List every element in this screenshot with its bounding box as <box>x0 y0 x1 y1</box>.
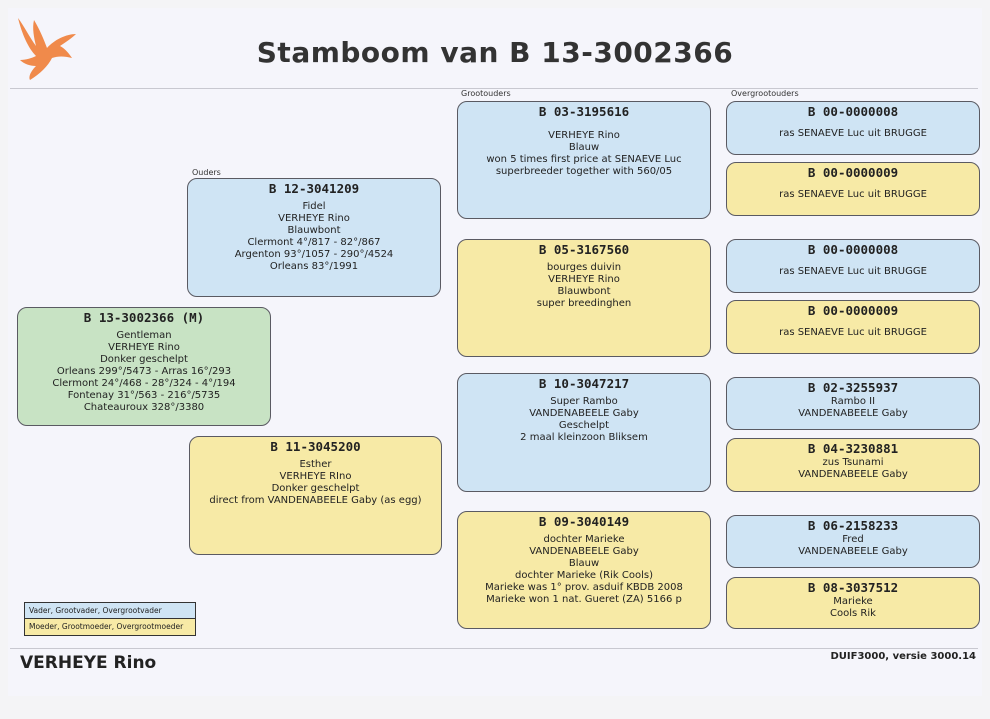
software-version: DUIF3000, versie 3000.14 <box>830 651 976 662</box>
ring-number: B 10-3047217 <box>538 376 630 391</box>
parents-column-label: Ouders <box>192 168 221 177</box>
info-line: super breedinghen <box>536 298 632 309</box>
legend-male: Vader, Grootvader, Overgrootvader <box>24 602 196 619</box>
great-grandparent-card[interactable] <box>726 300 980 354</box>
result-line: Fontenay 31°/563 - 216°/5735 <box>67 390 221 401</box>
great-grandparent-card[interactable] <box>726 577 980 629</box>
owner-name: VANDENABEELE Gaby <box>529 408 639 419</box>
great-grandparents-column-label: Overgrootouders <box>731 89 799 98</box>
great-grandparent-card[interactable] <box>726 438 980 492</box>
pigeon-color: Blauwbont <box>287 225 341 236</box>
info-line: dochter Marieke (Rik Cools) <box>515 570 653 581</box>
pigeon-color: Donker geschelpt <box>100 354 188 365</box>
result-line: Clermont 4°/817 - 82°/867 <box>247 237 381 248</box>
great-grandparent-card[interactable] <box>726 101 980 155</box>
info-line: won 5 times first price at SENAEVE Luc <box>486 154 682 165</box>
owner-name: VANDENABEELE Gaby <box>529 546 639 557</box>
pigeon-name: dochter Marieke <box>543 534 625 545</box>
info-line: 2 maal kleinzoon Bliksem <box>520 432 648 443</box>
pigeon-color: Blauw <box>568 142 600 153</box>
page-title: Stamboom van B 13-3002366 <box>256 36 734 69</box>
ring-number: B 13-3002366 (M) <box>83 310 205 325</box>
ring-number: B 05-3167560 <box>538 242 630 257</box>
maternal-grandmother-card[interactable] <box>457 511 711 629</box>
color-legend <box>24 602 196 636</box>
great-grandparent-card[interactable] <box>726 377 980 430</box>
mother-card[interactable] <box>189 436 442 555</box>
pigeon-color: Blauw <box>568 558 600 569</box>
pigeon-name: bourges duivin <box>546 262 622 273</box>
ring-number: B 11-3045200 <box>270 439 361 454</box>
owner-name: VERHEYE Rino <box>548 130 620 141</box>
ring-number: B 03-3195616 <box>538 104 630 119</box>
great-grandparent-card[interactable] <box>726 515 980 568</box>
owner-name: VERHEYE Rino <box>548 274 620 285</box>
info-line: Marieke won 1 nat. Gueret (ZA) 5166 p <box>486 594 682 605</box>
father-card[interactable] <box>187 178 441 297</box>
ring-number: B 06-2158233 <box>807 518 899 533</box>
pigeon-name: Fred <box>842 534 864 545</box>
owner-name: VANDENABEELE Gaby <box>798 469 908 480</box>
pigeon-name: Fidel <box>302 201 326 212</box>
great-grandparent-card[interactable] <box>726 239 980 293</box>
owner-name: VERHEYE Rino <box>278 213 350 224</box>
pigeon-name: Esther <box>299 459 332 470</box>
ring-number: B 00-0000008 <box>807 104 899 119</box>
ring-number: B 04-3230881 <box>807 441 899 456</box>
ring-number: B 12-3041209 <box>268 181 360 196</box>
paternal-grandfather-card[interactable] <box>457 101 711 219</box>
result-line: Orleans 83°/1991 <box>269 261 359 272</box>
grandparents-column-label: Grootouders <box>461 89 511 98</box>
info-line: superbreeder together with 560/05 <box>495 166 673 177</box>
origin-line: ras SENAEVE Luc uit BRUGGE <box>779 189 927 200</box>
subject-pigeon-card[interactable] <box>17 307 271 426</box>
owner-name: VERHEYE Rino <box>108 342 180 353</box>
maternal-grandfather-card[interactable] <box>457 373 711 492</box>
owner-name: VANDENABEELE Gaby <box>798 408 908 419</box>
pigeon-color: Blauwbont <box>557 286 611 297</box>
result-line: Chateauroux 328°/3380 <box>83 402 205 413</box>
origin-line: direct from VANDENABEELE Gaby (as egg) <box>209 495 422 506</box>
origin-line: ras SENAEVE Luc uit BRUGGE <box>779 128 927 139</box>
owner-name: Cools Rik <box>830 608 876 619</box>
ring-number: B 00-0000009 <box>807 165 899 180</box>
pigeon-color: Donker geschelpt <box>271 483 360 494</box>
pigeon-name: Marieke <box>833 596 873 607</box>
paternal-grandmother-card[interactable] <box>457 239 711 357</box>
result-line: Argenton 93°/1057 - 290°/4524 <box>234 249 394 260</box>
pigeon-name: Gentleman <box>116 330 172 341</box>
ring-number: B 02-3255937 <box>807 380 899 395</box>
great-grandparent-card[interactable] <box>726 162 980 216</box>
pigeon-name: Rambo II <box>830 396 876 407</box>
ring-number: B 08-3037512 <box>807 580 899 595</box>
ring-number: B 00-0000008 <box>807 242 899 257</box>
pigeon-name: zus Tsunami <box>822 457 884 468</box>
owner-name: VANDENABEELE Gaby <box>798 546 908 557</box>
breeder-name: VERHEYE Rino <box>20 653 157 673</box>
owner-name: VERHEYE RIno <box>279 471 352 482</box>
footer-divider <box>10 648 978 649</box>
info-line: Marieke was 1° prov. asduif KBDB 2008 <box>485 582 683 593</box>
ring-number: B 00-0000009 <box>807 303 899 318</box>
legend-female: Moeder, Grootmoeder, Overgrootmoeder <box>24 619 196 636</box>
result-line: Clermont 24°/468 - 28°/324 - 4°/194 <box>52 378 236 389</box>
origin-line: ras SENAEVE Luc uit BRUGGE <box>779 327 927 338</box>
origin-line: ras SENAEVE Luc uit BRUGGE <box>779 266 927 277</box>
ring-number: B 09-3040149 <box>538 514 630 529</box>
pigeon-name: Super Rambo <box>550 396 618 407</box>
pigeon-color: Geschelpt <box>558 420 610 431</box>
result-line: Orleans 299°/5473 - Arras 16°/293 <box>56 366 232 377</box>
